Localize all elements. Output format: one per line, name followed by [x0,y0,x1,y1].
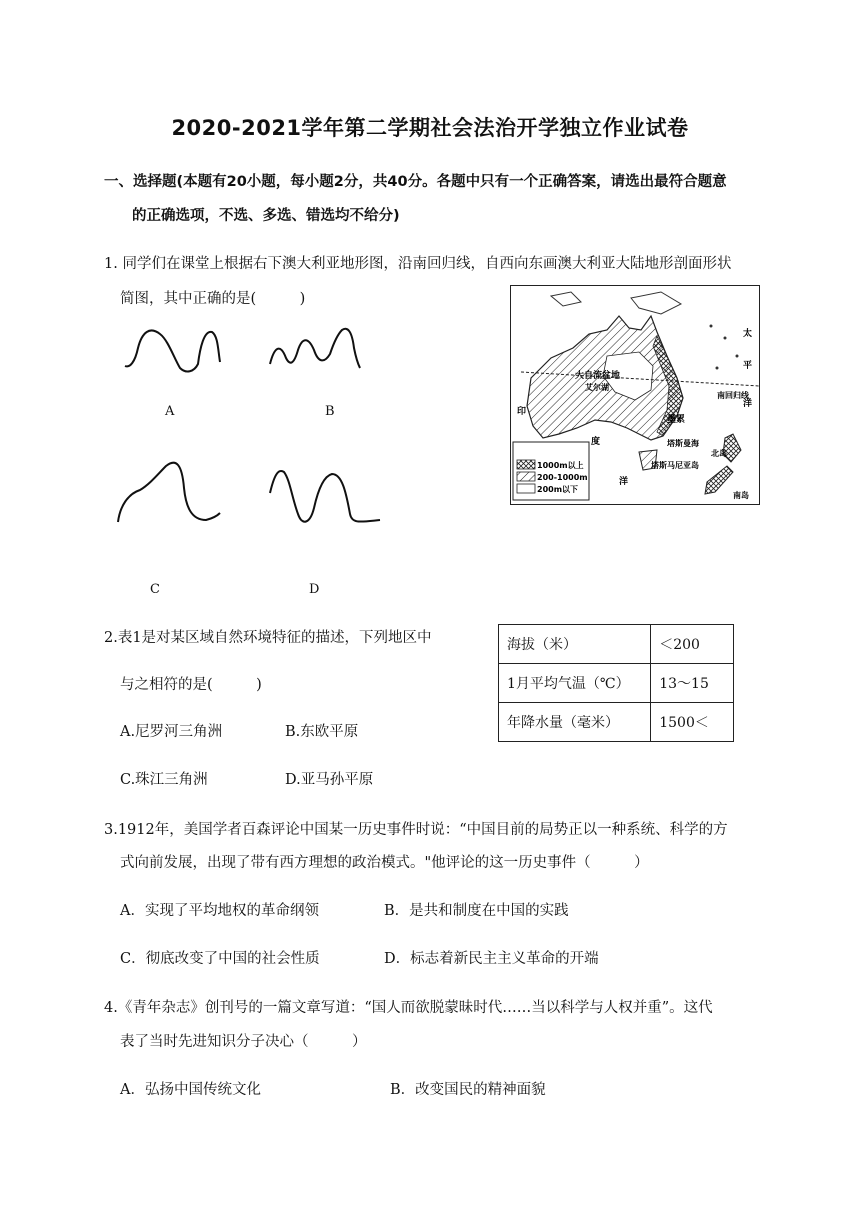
q1-option-d-label: D [309,582,320,597]
south-island-label: 南岛 [733,491,749,500]
lake-label: 艾尔湖 [585,383,609,392]
q2-option-a: A.尼罗河三角洲 [120,724,223,740]
table-cell: 年降水量（毫米） [499,703,651,742]
table-row [499,625,734,664]
pacific-char-3: 洋 [743,399,753,409]
q3-stem-line2: 式向前发展，出现了带有西方理想的政治模式。"他评论的这一历史事件（ ） [120,855,649,871]
indian-char-2: 度 [591,437,601,447]
profile-sketch-c [118,463,220,522]
pacific-char-1: 太 [743,329,753,339]
q4-option-a: A．弘扬中国传统文化 [120,1082,261,1098]
island-new-guinea [631,292,681,314]
table-row [499,664,734,703]
section-heading-line1: 一、选择题(本题有20小题，每小题2分，共40分。各题中只有一个正确答案，请选出最符合题意 [104,174,727,190]
q3-option-a: A．实现了平均地权的革命纲领 [120,903,319,919]
q2-stem-line1: 2.表1是对某区域自然环境特征的描述，下列地区中 [104,630,432,646]
environment-table [498,624,734,731]
q3-stem-line1: 3.1912年，美国学者百森评论中国某一历史事件时说：“中国目前的局势正以一种系统、科学的方 [104,822,728,838]
legend-swatch-high [517,460,535,469]
table-cell: 海拔（米） [499,625,651,664]
section-heading-line2: 的正确选项，不选、多选、错选均不给分) [132,208,400,224]
q1-option-a-label: A [165,404,175,419]
profile-sketches [110,318,400,540]
q1-stem-line1: 1. 同学们在课堂上根据右下澳大利亚地形图，沿南回归线，自西向东画澳大利亚大陆地形剖面形状 [104,256,732,272]
legend-swatch-low [517,484,535,493]
q2-stem-line2: 与之相符的是( ) [120,677,262,693]
profile-sketch-a [125,330,220,371]
australia-terrain-map [510,285,760,505]
tasman-sea-label: 塔斯曼海 [667,439,699,448]
murray-label: 墨累 [667,415,686,425]
legend-high-label: 1000m以上 [537,461,584,470]
pacific-char-2: 平 [743,361,753,371]
legend-low-label: 200m以下 [537,485,579,494]
profile-sketch-b [270,329,360,368]
q2-option-d: D.亚马孙平原 [285,772,374,788]
table-cell: 1月平均气温（℃） [499,664,651,703]
q3-option-b: B．是共和制度在中国的实践 [384,903,569,919]
q3-option-d: D．标志着新民主主义革命的开端 [384,951,599,967]
q4-stem-line1: 4.《青年杂志》创刊号的一篇文章写道：“国人而欲脱蒙昧时代……当以科学与人权并重”。这代 [104,1000,713,1016]
tasmania-label: 塔斯马尼亚岛 [651,461,699,470]
tropic-label: 南回归线 [717,391,749,400]
south-island [705,466,733,494]
table-cell: 1500＜ [651,703,734,742]
q1-option-b-label: B [325,404,335,419]
q3-option-c: C．彻底改变了中国的社会性质 [120,951,320,967]
q4-option-b: B．改变国民的精神面貌 [390,1082,546,1098]
table-row [499,703,734,742]
indian-char-1: 印 [517,407,527,417]
page-title: 2020-2021学年第二学期社会法治开学独立作业试卷 [171,116,689,140]
q2-option-c: C.珠江三角洲 [120,772,208,788]
q4-stem-line2: 表了当时先进知识分子决心（ ） [120,1034,367,1050]
island-north-1 [551,292,581,306]
legend-mid-label: 200-1000m [537,473,588,482]
q1-option-c-label: C [150,582,160,597]
basin-label: 大自流盆地 [575,371,621,381]
north-island-label: 北岛 [711,449,727,458]
table-cell: 13～15 [651,664,734,703]
profile-sketch-d [270,471,380,522]
legend-swatch-mid [517,472,535,481]
q1-stem-line2: 简图，其中正确的是( ) [120,291,306,307]
indian-char-3: 洋 [619,477,629,487]
table-cell: ＜200 [651,625,734,664]
q2-option-b: B.东欧平原 [285,724,359,740]
